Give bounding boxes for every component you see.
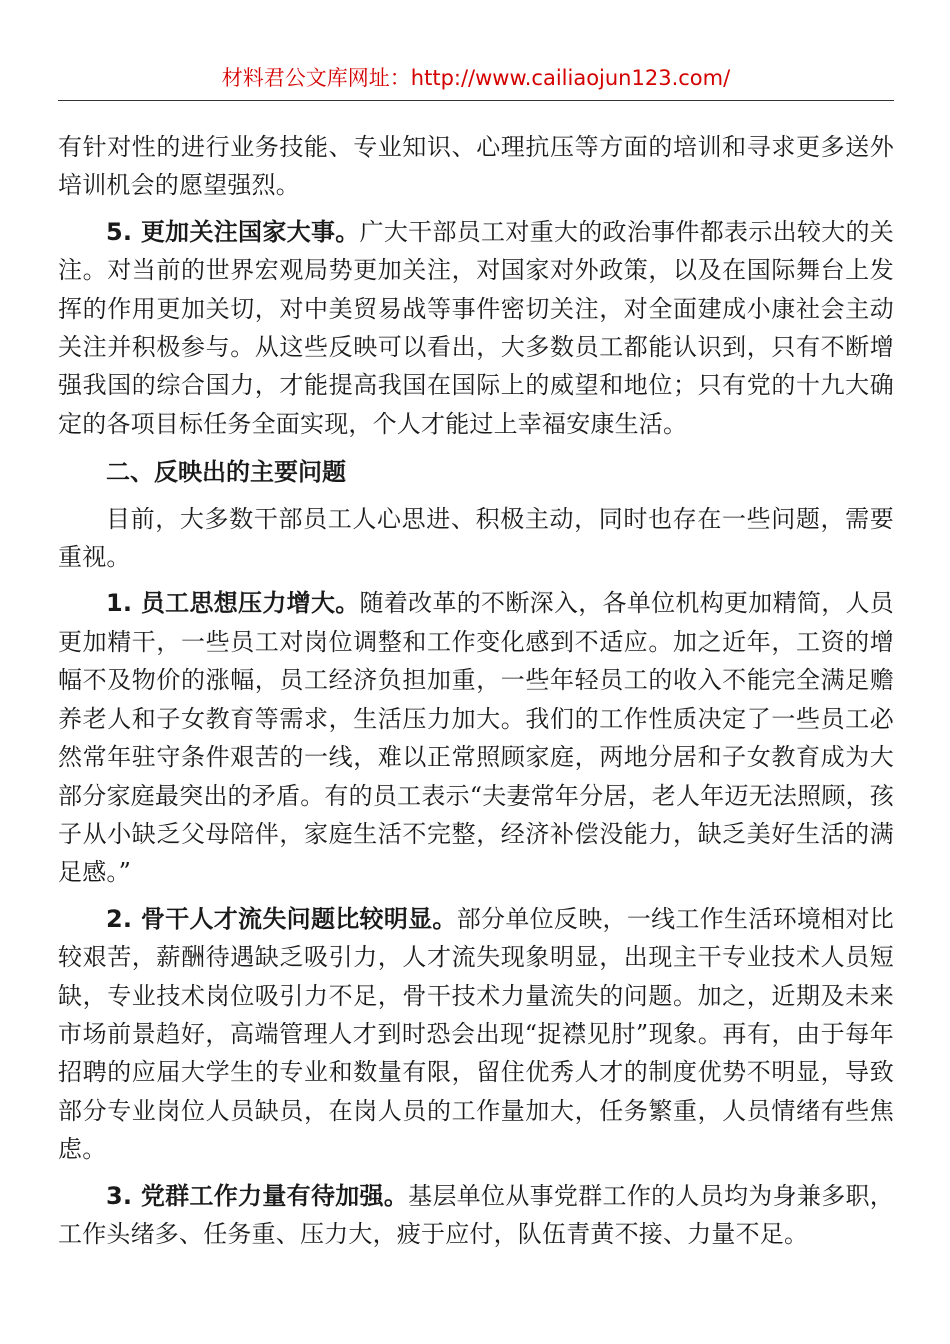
paragraph-text: 广大干部员工对重大的政治事件都表示出较大的关注。对当前的世界宏观局势更加关注，对国家对外政策，以及在国际舞台上发挥的作用更加关切，对中美贸易战等事件密切关注，对全面建成小康社会主动关注并积极参与。从这些反映可以看出，大多数员工都能认识到，只有不断增强我国的综合国力，才能提高我国在国际上的威望和地位；只有党的十九大确定的各项目标任务全面实现，个人才能过上幸福安康生活。: [58, 217, 894, 438]
paragraph-text: 部分单位反映，一线工作生活环境相对比较艰苦，薪酬待遇缺乏吸引力，人才流失现象明显，出现主干专业技术人员短缺，专业技术岗位吸引力不足，骨干技术力量流失的问题。加之，近期及未来市场前景趋好，高端管理人才到时恐会出现“捉襟见肘”现象。再有，由于每年招聘的应届大学生的专业和数量有限，留住优秀人才的制度优势不明显，导致部分专业岗位人员缺员，在岗人员的工作量加大，任务繁重，人员情绪有些焦虑。: [58, 904, 894, 1164]
paragraph-text: 随着改革的不断深入，各单位机构更加精简，人员更加精干，一些员工对岗位调整和工作变化感到不适应。加之近年，工资的增幅不及物价的涨幅，员工经济负担加重，一些年轻员工的收入不能完全满足赡养老人和子女教育等需求，生活压力加大。我们的工作性质决定了一些员工必然常年驻守条件艰苦的一线，难以正常照顾家庭，两地分居和子女教育成为大部分家庭最突出的矛盾。有的员工表示“夫妻常年分居，老人年迈无法照顾，孩子从小缺乏父母陪伴，家庭生活不完整，经济补偿没能力，缺乏美好生活的满足感。”: [58, 589, 894, 887]
header-website-banner: 材料君公文库网址：http://www.cailiaojun123.com/: [221, 66, 731, 90]
paragraph-staff-pressure: [58, 584, 894, 891]
paragraph-lead-heading: 1. 员工思想压力增大。: [106, 589, 360, 618]
section-heading-main-problems: 二、反映出的主要问题: [106, 458, 346, 487]
document-body: [58, 128, 894, 1253]
paragraph-continuation: 有针对性的进行业务技能、专业知识、心理抗压等方面的培训和寻求更多送外培训机会的愿望强烈。: [58, 133, 894, 200]
paragraph-text: 基层单位从事党群工作的人员均为身兼多职，工作头绪多、任务重、压力大，疲于应付，队伍青黄不接、力量不足。: [58, 1181, 894, 1248]
paragraph-national-affairs: [58, 213, 894, 443]
header-divider: [58, 100, 894, 101]
paragraph-party-work: [58, 1177, 894, 1254]
paragraph-lead-heading: 3. 党群工作力量有待加强。: [106, 1181, 409, 1210]
paragraph-lead-heading: 2. 骨干人才流失问题比较明显。: [106, 904, 457, 933]
paragraph-lead-heading: 5. 更加关注国家大事。: [106, 217, 360, 246]
paragraph-intro-problems: 目前，大多数干部员工人心思进、积极主动，同时也存在一些问题，需要重视。: [58, 504, 894, 572]
paragraph-talent-loss: [58, 900, 894, 1169]
